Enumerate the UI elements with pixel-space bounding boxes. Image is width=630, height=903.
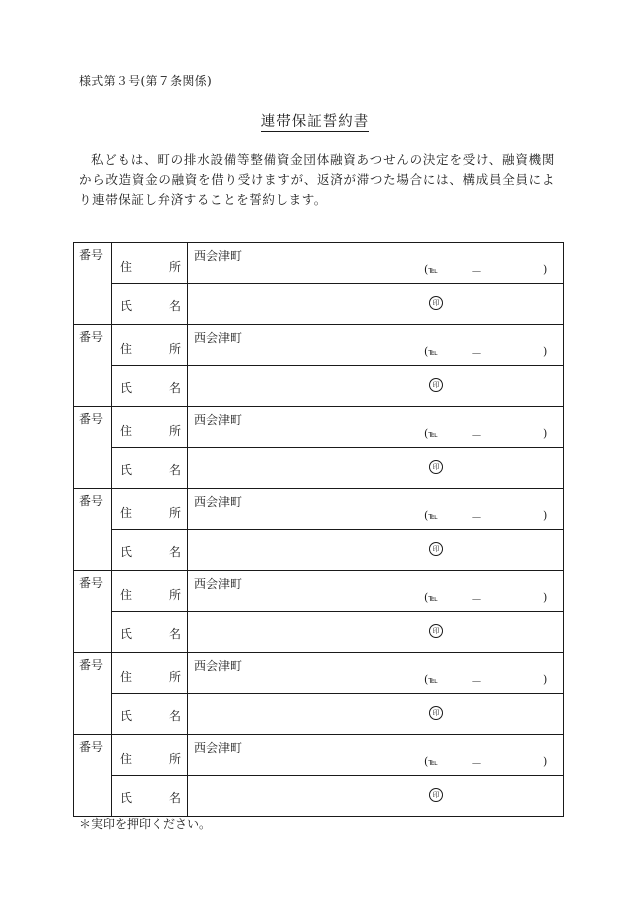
tel-icon: ℡ [428,758,438,768]
guarantor-name-row [74,612,564,653]
tel-dash: － [471,265,482,278]
tel-open: (℡ [424,345,438,358]
address-field[interactable] [188,243,564,284]
number-label: 番号 [79,248,104,262]
address-label-cell [112,489,188,530]
tel-icon: ℡ [428,594,438,604]
tel-dash: － [471,347,482,360]
address-label-2: 所 [168,670,181,684]
name-label-1: 氏 [120,463,133,477]
name-label-1: 氏 [120,381,133,395]
name-label-cell [112,366,188,407]
address-field[interactable] [188,325,564,366]
guarantor-name-row [74,776,564,817]
seal-icon: 印 [429,624,443,638]
address-label-cell [112,243,188,284]
address-label-1: 住 [120,752,133,766]
town-prefix: 西会津町 [194,659,243,673]
member-number-cell [74,243,112,325]
name-label-2: 名 [168,299,181,313]
name-label-2: 名 [168,709,181,723]
tel-icon: ℡ [428,266,438,276]
name-field[interactable] [188,612,564,653]
address-label-2: 所 [168,506,181,520]
number-label: 番号 [79,658,104,672]
name-label-1: 氏 [120,627,133,641]
seal-note: ＊実印を押印ください。 [79,817,212,831]
tel-open: (℡ [424,755,438,768]
tel-close: ) [543,263,548,276]
member-number-cell [74,407,112,489]
tel-close: ) [543,509,548,522]
guarantor-name-row [74,448,564,489]
address-label-2: 所 [168,260,181,274]
seal-icon: 印 [429,788,443,802]
tel-icon: ℡ [428,430,438,440]
address-label-cell [112,653,188,694]
member-number-cell [74,489,112,571]
address-label-2: 所 [168,342,181,356]
guarantor-address-row [74,325,564,366]
member-number-cell [74,735,112,817]
town-prefix: 西会津町 [194,249,243,263]
address-label-1: 住 [120,260,133,274]
address-label-1: 住 [120,588,133,602]
name-field[interactable] [188,530,564,571]
name-label-1: 氏 [120,545,133,559]
address-field[interactable] [188,735,564,776]
name-label-2: 名 [168,791,181,805]
tel-dash: － [471,593,482,606]
name-field[interactable] [188,366,564,407]
number-label: 番号 [79,494,104,508]
name-label-2: 名 [168,463,181,477]
guarantor-address-row [74,571,564,612]
tel-open: (℡ [424,509,438,522]
tel-close: ) [543,673,548,686]
tel-icon: ℡ [428,676,438,686]
seal-icon: 印 [429,296,443,310]
guarantor-address-row [74,243,564,284]
name-field[interactable] [188,694,564,735]
document-title: 連帯保証誓約書 [260,114,370,130]
guarantor-name-row [74,366,564,407]
name-label-cell [112,530,188,571]
name-label-1: 氏 [120,791,133,805]
address-field[interactable] [188,489,564,530]
town-prefix: 西会津町 [194,413,243,427]
town-prefix: 西会津町 [194,331,243,345]
number-label: 番号 [79,330,104,344]
address-label-2: 所 [168,588,181,602]
guarantor-address-row [74,489,564,530]
guarantor-name-row [74,284,564,325]
number-label: 番号 [79,576,104,590]
tel-close: ) [543,755,548,768]
guarantor-table [73,242,564,817]
pledge-text: 私どもは、町の排水設備等整備資金団体融資あつせんの決定を受け、融資機関から改造資金の融資を借り受けますが、返済が滞つた場合には、構成員全員により連帯保証し弁済することを誓約します。 [79,152,555,207]
address-label-2: 所 [168,424,181,438]
tel-open: (℡ [424,263,438,276]
name-label-2: 名 [168,627,181,641]
name-label-1: 氏 [120,299,133,313]
tel-open: (℡ [424,673,438,686]
address-field[interactable] [188,571,564,612]
address-label-cell [112,571,188,612]
tel-dash: － [471,675,482,688]
name-field[interactable] [188,284,564,325]
tel-icon: ℡ [428,512,438,522]
member-number-cell [74,653,112,735]
town-prefix: 西会津町 [194,577,243,591]
name-label-cell [112,776,188,817]
form-number: 様式第３号(第７条関係) [79,74,212,88]
address-label-1: 住 [120,342,133,356]
member-number-cell [74,571,112,653]
name-field[interactable] [188,448,564,489]
address-label-1: 住 [120,506,133,520]
seal-icon: 印 [429,378,443,392]
address-label-1: 住 [120,670,133,684]
guarantor-name-row [74,530,564,571]
address-label-1: 住 [120,424,133,438]
name-label-2: 名 [168,381,181,395]
address-label-2: 所 [168,752,181,766]
tel-close: ) [543,427,548,440]
tel-close: ) [543,345,548,358]
guarantor-name-row [74,694,564,735]
tel-open: (℡ [424,427,438,440]
name-field[interactable] [188,776,564,817]
tel-close: ) [543,591,548,604]
name-label-cell [112,284,188,325]
name-label-cell [112,448,188,489]
tel-dash: － [471,511,482,524]
tel-dash: － [471,757,482,770]
address-field[interactable] [188,407,564,448]
name-label-cell [112,694,188,735]
name-label-cell [112,612,188,653]
address-label-cell [112,407,188,448]
guarantor-address-row [74,407,564,448]
guarantor-address-row [74,653,564,694]
tel-dash: － [471,429,482,442]
tel-icon: ℡ [428,348,438,358]
town-prefix: 西会津町 [194,741,243,755]
name-label-1: 氏 [120,709,133,723]
address-label-cell [112,735,188,776]
number-label: 番号 [79,740,104,754]
address-field[interactable] [188,653,564,694]
seal-icon: 印 [429,706,443,720]
member-number-cell [74,325,112,407]
tel-open: (℡ [424,591,438,604]
seal-icon: 印 [429,542,443,556]
address-label-cell [112,325,188,366]
town-prefix: 西会津町 [194,495,243,509]
guarantor-address-row [74,735,564,776]
number-label: 番号 [79,412,104,426]
seal-icon: 印 [429,460,443,474]
name-label-2: 名 [168,545,181,559]
